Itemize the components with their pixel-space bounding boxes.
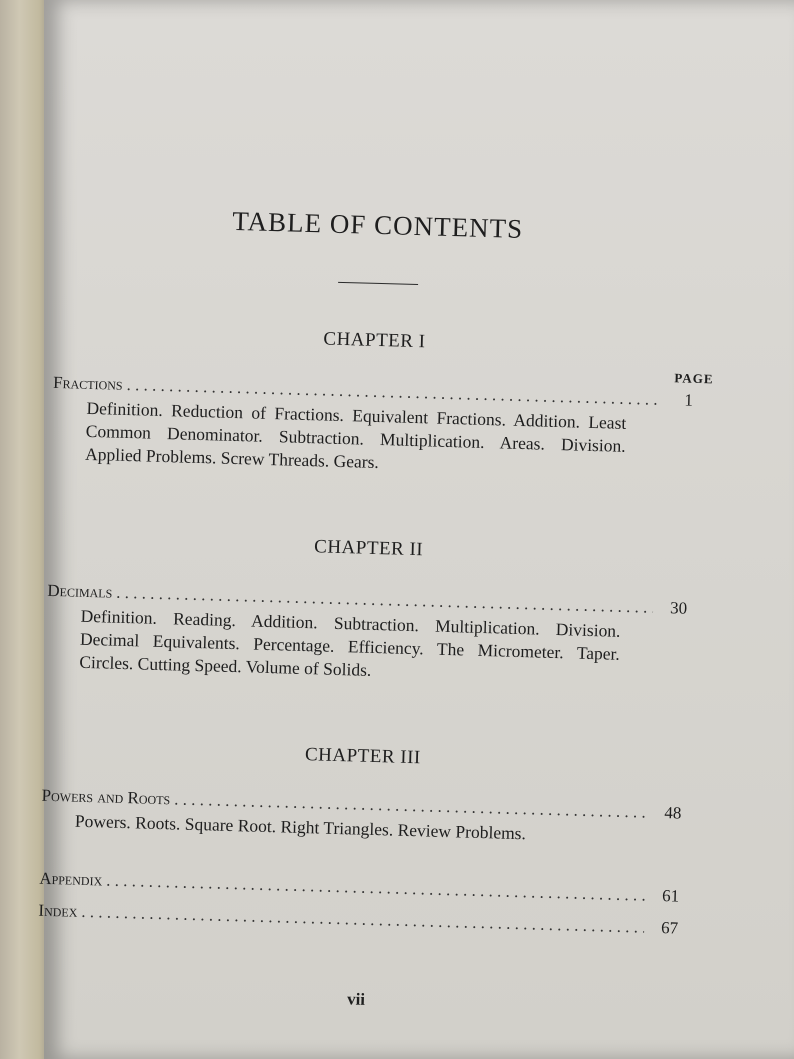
toc-content [38, 0, 714, 1009]
page-title: TABLE OF CONTENTS [231, 205, 524, 244]
chapter-heading-3: CHAPTER III [304, 744, 422, 769]
toc-entry-page: 30 [669, 598, 688, 618]
toc-entry-name: Decimals [47, 580, 113, 602]
chapter-description-1: Definition. Reduction of Fractions. Equivalent Fractions. Addition. Least Common Denominator. Subtraction. Multiplication. Areas. Division. Applied Problems. Screw Threads. Gears. [84, 397, 627, 473]
chapter-description-2: Definition. Reading. Addition. Subtraction. Multiplication. Division. Decimal Equivalents. Percentage. Efficiency. The Micrometer. Taper. Circles. Cutting Speed. Volume of Solids. [79, 605, 621, 680]
leader-dots [106, 871, 645, 906]
book-page [38, 0, 794, 1059]
leader-dots [81, 902, 644, 938]
toc-entry-name: Powers and Roots [41, 785, 171, 809]
chapter-heading-1: CHAPTER I [323, 328, 426, 353]
chapter-description-3: Powers. Roots. Square Root. Right Triangles. Review Problems. [74, 810, 527, 844]
toc-entry-name: Fractions [52, 372, 123, 394]
title-rule [338, 282, 418, 285]
toc-entry-page: 61 [661, 886, 680, 906]
chapter-heading-2: CHAPTER II [313, 536, 424, 561]
toc-entry-appendix[interactable] [39, 869, 679, 907]
toc-entry-name: Appendix [39, 868, 103, 890]
page-column-label: PAGE [674, 370, 714, 387]
toc-entry-page: 1 [684, 390, 694, 410]
toc-entry-page: 48 [664, 803, 682, 823]
toc-entry-page: 67 [660, 918, 679, 938]
toc-entry-name: Index [38, 900, 78, 921]
toc-entry-index[interactable] [38, 901, 678, 939]
page-number-folio: vii [346, 989, 366, 1009]
